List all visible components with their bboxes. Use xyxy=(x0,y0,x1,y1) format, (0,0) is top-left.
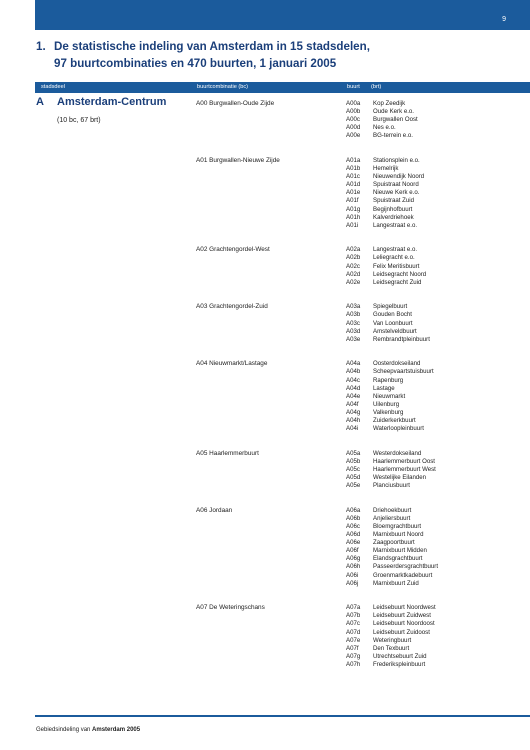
neighbourhood-list xyxy=(346,100,418,140)
neighbourhood-name: Marnixbuurt Noord xyxy=(373,531,424,539)
neighbourhood-code: A06e xyxy=(346,539,361,547)
neighbourhood-name: Scheepvaartstuisbuurt xyxy=(373,368,434,376)
list-item xyxy=(346,189,424,197)
list-item xyxy=(346,116,418,124)
top-color-bar xyxy=(35,0,530,30)
list-item xyxy=(346,214,424,222)
list-item xyxy=(346,132,418,140)
neighbourhood-code: A03a xyxy=(346,303,361,311)
neighbourhood-code: A01d xyxy=(346,181,361,189)
neighbourhood-name: Lastage xyxy=(373,384,395,392)
list-item xyxy=(346,165,424,173)
combination-name: A02 Grachtengordel-West xyxy=(196,246,270,254)
neighbourhood-code: A04d xyxy=(346,384,361,392)
list-item xyxy=(346,458,436,466)
list-item xyxy=(346,425,434,433)
neighbourhood-name: Spuistraat Zuid xyxy=(373,197,414,205)
list-item xyxy=(346,336,430,344)
district-letter: A xyxy=(36,96,44,108)
neighbourhood-code: A04b xyxy=(346,368,361,376)
title-text-1: De statistische indeling van Amsterdam in 15 stadsdelen, xyxy=(54,40,370,53)
neighbourhood-code: A05d xyxy=(346,474,361,482)
neighbourhood-code: A01c xyxy=(346,173,360,181)
neighbourhood-name: Stationsplein e.o. xyxy=(373,157,420,164)
neighbourhood-code: A07c xyxy=(346,620,360,628)
list-item xyxy=(346,515,438,523)
neighbourhood-name: Felix Meritisbuurt xyxy=(373,262,420,270)
title-line-1 xyxy=(36,38,506,55)
list-item xyxy=(346,507,438,515)
neighbourhood-name: BG-terrein e.o. xyxy=(373,132,413,140)
list-item xyxy=(346,612,436,620)
neighbourhood-code: A06j xyxy=(346,579,359,587)
neighbourhood-name: Burgwallen Oost xyxy=(373,116,418,124)
neighbourhood-code: A05c xyxy=(346,465,360,473)
table-header-bar xyxy=(35,82,530,93)
neighbourhood-code: A07g xyxy=(346,652,361,660)
neighbourhood-list xyxy=(346,360,434,433)
neighbourhood-code: A06d xyxy=(346,531,361,539)
neighbourhood-code: A07a xyxy=(346,604,361,612)
neighbourhood-code: A04c xyxy=(346,376,360,384)
neighbourhood-name: Groenmarktkadebuurt xyxy=(373,571,433,579)
list-item xyxy=(346,377,434,385)
list-item xyxy=(346,466,436,474)
list-item xyxy=(346,206,424,214)
neighbourhood-code: A04g xyxy=(346,408,361,416)
neighbourhood-code: A01e xyxy=(346,189,361,197)
neighbourhood-code: A06c xyxy=(346,522,360,530)
neighbourhood-code: A06g xyxy=(346,555,361,563)
neighbourhood-list xyxy=(346,507,438,588)
neighbourhood-code: A03d xyxy=(346,327,361,335)
neighbourhood-code: A01a xyxy=(346,157,361,164)
neighbourhood-name: Kop Zeedijk xyxy=(373,100,406,107)
neighbourhood-list xyxy=(346,157,424,230)
neighbourhood-name: Utrechtsebuurt Zuid xyxy=(373,652,427,660)
neighbourhood-code: A04a xyxy=(346,360,361,368)
list-item xyxy=(346,555,438,563)
list-item xyxy=(346,173,424,181)
neighbourhood-code: A03c xyxy=(346,319,360,327)
neighbourhood-name: Westelijke Eilanden xyxy=(373,474,427,482)
neighbourhood-name: Oosterdokseiland xyxy=(373,360,421,368)
neighbourhood-code: A01i xyxy=(346,221,359,229)
neighbourhood-code: A07e xyxy=(346,636,361,644)
combination-name: A07 De Weteringschans xyxy=(196,604,265,612)
neighbourhood-code: A07f xyxy=(346,644,359,652)
list-item xyxy=(346,263,426,271)
list-item xyxy=(346,482,436,490)
neighbourhood-code: A06h xyxy=(346,563,361,571)
combination-name: A01 Burgwallen-Nieuwe Zijde xyxy=(196,157,280,164)
neighbourhood-code: A00e xyxy=(346,132,361,140)
district-subtitle: (10 bc, 67 brt) xyxy=(57,117,101,124)
header-brt: (brt) xyxy=(371,84,382,90)
list-item xyxy=(346,580,438,588)
list-item xyxy=(346,279,426,287)
list-item xyxy=(346,328,430,336)
neighbourhood-name: Langestraat e.o. xyxy=(373,221,418,229)
neighbourhood-code: A05b xyxy=(346,457,361,465)
list-item xyxy=(346,417,434,425)
neighbourhood-name: Amstelveldbuurt xyxy=(373,327,417,335)
list-item xyxy=(346,108,418,116)
district-name: Amsterdam-Centrum xyxy=(57,96,167,108)
neighbourhood-name: Uilenburg xyxy=(373,400,400,408)
list-item xyxy=(346,222,424,230)
neighbourhood-code: A06f xyxy=(346,547,359,555)
neighbourhood-name: Haarlemmerbuurt West xyxy=(373,465,436,473)
neighbourhood-name: Passeerdersgrachtbuurt xyxy=(373,563,439,571)
page-title xyxy=(36,38,506,72)
neighbourhood-list xyxy=(346,303,430,343)
neighbourhood-name: Hemelrijk xyxy=(373,165,399,173)
combination-name: A05 Haarlemmerbuurt xyxy=(196,449,259,457)
list-item xyxy=(346,100,418,108)
neighbourhood-name: Den Texbuurt xyxy=(373,644,410,652)
neighbourhood-code: A01g xyxy=(346,205,361,213)
neighbourhood-code: A01f xyxy=(346,197,359,205)
neighbourhood-name: Begijnhofbuurt xyxy=(373,205,413,213)
neighbourhood-name: Marnixbuurt Midden xyxy=(373,547,427,555)
neighbourhood-name: Anjeliersbuurt xyxy=(373,514,411,522)
list-item xyxy=(346,360,434,368)
neighbourhood-code: A02c xyxy=(346,262,360,270)
list-item xyxy=(346,653,436,661)
neighbourhood-list xyxy=(346,450,436,490)
neighbourhood-code: A07b xyxy=(346,612,361,620)
neighbourhood-name: Leidsebuurt Noordwest xyxy=(373,604,436,612)
section-number: 1. xyxy=(36,40,46,53)
neighbourhood-name: Leidsebuurt Noordoost xyxy=(373,620,435,628)
neighbourhood-name: Planciusbuurt xyxy=(373,482,410,490)
neighbourhood-code: A03b xyxy=(346,311,361,319)
list-item xyxy=(346,124,418,132)
neighbourhood-name: Leidsegracht Noord xyxy=(373,270,427,278)
list-item xyxy=(346,157,424,165)
list-item xyxy=(346,197,424,205)
list-item xyxy=(346,474,436,482)
neighbourhood-code: A00d xyxy=(346,124,361,132)
neighbourhood-code: A07h xyxy=(346,660,361,668)
neighbourhood-name: Marnixbuurt Zuid xyxy=(373,579,419,587)
neighbourhood-code: A01h xyxy=(346,213,361,221)
list-item xyxy=(346,604,436,612)
neighbourhood-name: Leidsegracht Zuid xyxy=(373,278,422,286)
neighbourhood-code: A02d xyxy=(346,270,361,278)
neighbourhood-code: A04i xyxy=(346,425,359,433)
neighbourhood-name: Zuiderkerkbuurt xyxy=(373,417,416,425)
combination-name: A00 Burgwallen-Oude Zijde xyxy=(196,100,275,107)
neighbourhood-code: A01b xyxy=(346,165,361,173)
list-item xyxy=(346,254,426,262)
neighbourhood-list xyxy=(346,246,426,286)
title-line-2: 97 buurtcombinaties en 470 buurten, 1 januari 2005 xyxy=(54,57,337,70)
list-item xyxy=(346,311,430,319)
neighbourhood-name: Nieuwe Kerk e.o. xyxy=(373,189,420,197)
neighbourhood-list xyxy=(346,604,436,669)
list-item xyxy=(346,637,436,645)
neighbourhood-name: Frederikspleinbuurt xyxy=(373,660,426,668)
list-item xyxy=(346,181,424,189)
header-buurt: buurt xyxy=(347,84,360,90)
list-item xyxy=(346,572,438,580)
neighbourhood-code: A04h xyxy=(346,417,361,425)
neighbourhood-name: Nieuwmarkt xyxy=(373,392,406,400)
list-item xyxy=(346,450,436,458)
list-item xyxy=(346,620,436,628)
neighbourhood-name: Kalverdriehoek xyxy=(373,213,414,221)
neighbourhood-name: Westerdokseiland xyxy=(373,449,422,457)
list-item xyxy=(346,547,438,555)
footer-title: Amsterdam 2005 xyxy=(92,727,141,733)
neighbourhood-name: Spuistraat Noord xyxy=(373,181,419,189)
neighbourhood-code: A05a xyxy=(346,449,361,457)
neighbourhood-code: A05e xyxy=(346,482,361,490)
neighbourhood-code: A07d xyxy=(346,628,361,636)
neighbourhood-name: Elandsgrachtbuurt xyxy=(373,555,423,563)
neighbourhood-name: Oude Kerk e.o. xyxy=(373,108,414,116)
neighbourhood-name: Leidsebuurt Zuidwest xyxy=(373,612,431,620)
footer-prefix: Gebiedsindeling van xyxy=(36,727,93,733)
neighbourhood-code: A02a xyxy=(346,246,361,254)
neighbourhood-code: A02e xyxy=(346,278,361,286)
neighbourhood-code: A00a xyxy=(346,100,361,107)
neighbourhood-name: Driehoekbuurt xyxy=(373,506,412,514)
neighbourhood-code: A03e xyxy=(346,335,361,343)
list-item xyxy=(346,645,436,653)
neighbourhood-name: Nes e.o. xyxy=(373,124,396,132)
neighbourhood-name: Zaagpoortbuurt xyxy=(373,539,415,547)
list-item xyxy=(346,271,426,279)
neighbourhood-name: Gouden Bocht xyxy=(373,311,412,319)
combination-name: A04 Nieuwmarkt/Lastage xyxy=(196,360,268,368)
list-item xyxy=(346,539,438,547)
neighbourhood-name: Van Loonbuurt xyxy=(373,319,413,327)
neighbourhood-name: Rapenburg xyxy=(373,376,404,384)
neighbourhood-name: Leidsebuurt Zuidoost xyxy=(373,628,430,636)
list-item xyxy=(346,303,430,311)
list-item xyxy=(346,661,436,669)
list-item xyxy=(346,393,434,401)
combination-name: A06 Jordaan xyxy=(196,506,233,514)
neighbourhood-code: A00c xyxy=(346,116,360,124)
list-item xyxy=(346,368,434,376)
combination-name: A03 Grachtengordel-Zuid xyxy=(196,303,268,311)
neighbourhood-name: Rembrandtpleinbuurt xyxy=(373,335,430,343)
neighbourhood-name: Weteringbuurt xyxy=(373,636,412,644)
list-item xyxy=(346,320,430,328)
list-item xyxy=(346,385,434,393)
neighbourhood-name: Haarlemmerbuurt Oost xyxy=(373,457,435,465)
header-stadsdeel: stadsdeel xyxy=(41,84,65,90)
neighbourhood-name: Leliegracht e.o. xyxy=(373,254,415,262)
neighbourhood-code: A06i xyxy=(346,571,359,579)
neighbourhood-name: Nieuwendijk Noord xyxy=(373,173,425,181)
page-number: 9 xyxy=(502,16,506,23)
footer-rule xyxy=(35,715,530,717)
neighbourhood-code: A04e xyxy=(346,392,361,400)
list-item xyxy=(346,246,426,254)
neighbourhood-code: A06a xyxy=(346,506,361,514)
neighbourhood-name: Waterloopleinbuurt xyxy=(373,425,424,433)
neighbourhood-code: A06b xyxy=(346,514,361,522)
neighbourhood-code: A00b xyxy=(346,108,361,116)
neighbourhood-name: Spiegelbuurt xyxy=(373,303,408,311)
neighbourhood-name: Bloemgrachtbuurt xyxy=(373,522,422,530)
neighbourhood-code: A04f xyxy=(346,400,359,408)
list-item xyxy=(346,629,436,637)
neighbourhood-name: Valkenburg xyxy=(373,408,404,416)
footer-text xyxy=(36,727,140,733)
list-item xyxy=(346,531,438,539)
header-buurtcombinatie: buurtcombinatie (bc) xyxy=(197,84,248,90)
neighbourhood-code: A02b xyxy=(346,254,361,262)
list-item xyxy=(346,563,438,571)
list-item xyxy=(346,401,434,409)
neighbourhood-name: Langestraat e.o. xyxy=(373,246,418,254)
list-item xyxy=(346,523,438,531)
list-item xyxy=(346,409,434,417)
